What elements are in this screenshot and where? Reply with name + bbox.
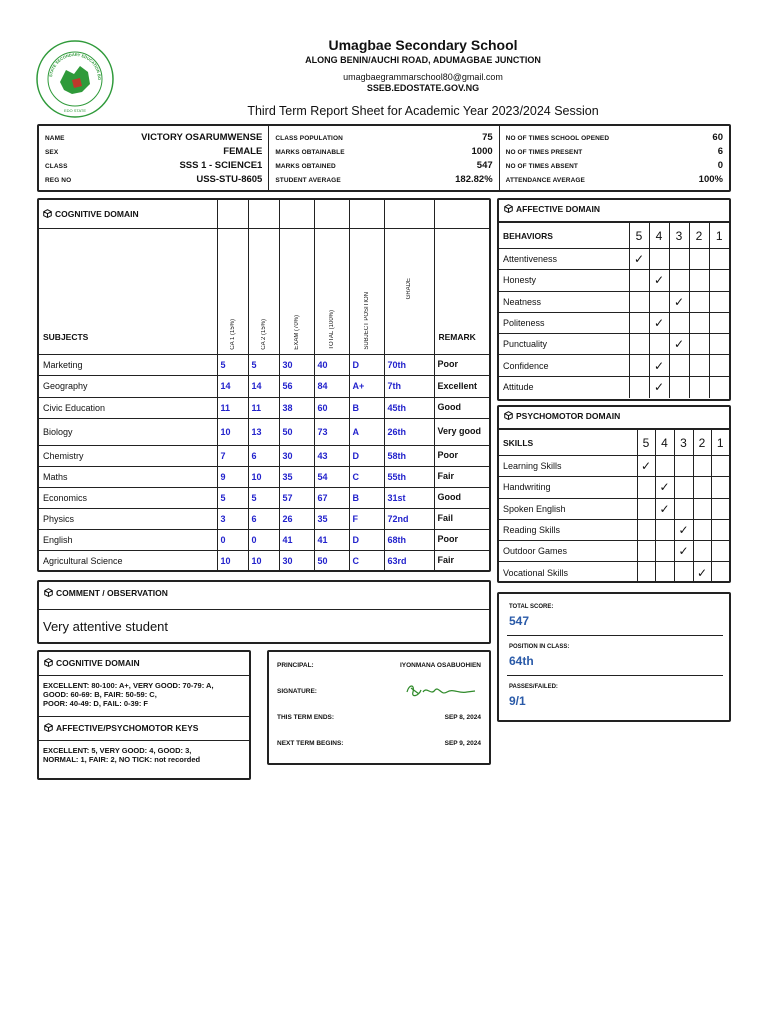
cognitive-title-cell <box>39 200 217 228</box>
rating-cell <box>711 456 729 477</box>
total-score: 50 <box>314 550 349 571</box>
ca1-score: 14 <box>217 375 248 397</box>
check-icon: ✓ <box>655 498 674 519</box>
rating-cell <box>709 355 729 376</box>
affective-key-line-1: EXCELLENT: 5, VERY GOOD: 4, GOOD: 3, <box>43 746 192 755</box>
exam-score: 30 <box>279 445 314 466</box>
marks-details <box>268 126 498 190</box>
ca1-score: 10 <box>217 550 248 571</box>
cognitive-key-text <box>39 676 249 717</box>
ca1-header: CA 1 (15%) <box>229 318 236 350</box>
grade: D <box>349 529 384 550</box>
rating-cell <box>693 456 711 477</box>
ca1-score: 3 <box>217 508 248 529</box>
svg-text:EDO STATE: EDO STATE <box>63 108 87 113</box>
total-score: 67 <box>314 487 349 508</box>
subject-name: Biology <box>39 418 217 445</box>
signature-label: SIGNATURE: <box>277 687 317 695</box>
level-1-header: 1 <box>709 223 729 249</box>
check-icon: ✓ <box>669 291 689 312</box>
ca2-score: 5 <box>248 487 279 508</box>
school-website: SSEB.EDOSTATE.GOV.NG <box>366 83 480 93</box>
level-4-header: 4 <box>649 223 669 249</box>
grade: D <box>349 445 384 466</box>
rating-cell <box>649 334 669 355</box>
level-5-header: 5 <box>637 430 655 456</box>
times-opened: 60 <box>712 132 723 143</box>
comment-text: Very attentive student <box>43 619 169 634</box>
comment-title: COMMENT / OBSERVATION <box>56 588 168 598</box>
rating-cell <box>709 376 729 397</box>
subject-name: Civic Education <box>39 397 217 418</box>
affective-title-row <box>499 200 729 222</box>
exam-score: 38 <box>279 397 314 418</box>
grade: D <box>349 354 384 375</box>
rating-cell <box>693 541 711 562</box>
psychomotor-label: Handwriting <box>499 477 637 498</box>
psychomotor-row <box>499 498 729 519</box>
check-icon: ✓ <box>649 355 669 376</box>
subject-row <box>39 550 489 571</box>
subject-position: 70th <box>384 354 434 375</box>
next-term-date: SEP 9, 2024 <box>444 739 481 747</box>
cube-icon <box>504 204 513 213</box>
check-icon: ✓ <box>693 562 711 583</box>
average-label: STUDENT AVERAGE <box>275 177 341 184</box>
rating-cell <box>674 498 693 519</box>
psychomotor-title-row <box>499 407 729 429</box>
check-icon: ✓ <box>674 519 693 540</box>
grade: A <box>349 418 384 445</box>
cube-icon <box>504 411 513 420</box>
rating-cell <box>649 249 669 270</box>
total-score: 41 <box>314 529 349 550</box>
rating-cell <box>669 270 689 291</box>
principal-signature <box>401 680 481 702</box>
total-score: 73 <box>314 418 349 445</box>
times-absent: 0 <box>717 160 723 171</box>
psychomotor-label: Spoken English <box>499 498 637 519</box>
opened-label: NO OF TIMES SCHOOL OPENED <box>505 135 610 142</box>
rating-cell <box>693 477 711 498</box>
cognitive-key-line-2: GOOD: 60-69: B, FAIR: 50-59: C, <box>43 690 157 699</box>
rating-cell <box>669 249 689 270</box>
subject-position: 31st <box>384 487 434 508</box>
attendance-average: 100% <box>698 174 723 185</box>
principal-panel <box>267 650 491 765</box>
rating-cell <box>709 270 729 291</box>
rating-cell <box>689 270 709 291</box>
rating-cell <box>629 376 649 397</box>
rating-cell <box>655 456 674 477</box>
population-label: CLASS POPULATION <box>275 135 343 142</box>
rating-cell <box>711 541 729 562</box>
rating-cell <box>655 562 674 583</box>
obtained-label: MARKS OBTAINED <box>275 163 336 170</box>
affective-row <box>499 334 729 355</box>
psychomotor-row <box>499 562 729 583</box>
subject-row <box>39 397 489 418</box>
cognitive-rows <box>39 354 489 571</box>
subject-name: Marketing <box>39 354 217 375</box>
subject-position-header: SUBJECT POSITION <box>363 291 370 350</box>
affective-row <box>499 270 729 291</box>
rating-cell <box>637 477 655 498</box>
subject-row <box>39 508 489 529</box>
affective-row <box>499 249 729 270</box>
school-address: ALONG BENIN/AUCHI ROAD, ADUMAGBAE JUNCTION <box>305 55 541 65</box>
rating-cell <box>693 498 711 519</box>
check-icon: ✓ <box>637 456 655 477</box>
rating-cell <box>674 477 693 498</box>
affective-key-text <box>39 741 249 764</box>
subject-position: 68th <box>384 529 434 550</box>
total-score: 54 <box>314 466 349 487</box>
affective-domain-panel <box>497 198 731 401</box>
rating-cell <box>637 519 655 540</box>
exam-score: 57 <box>279 487 314 508</box>
level-2-header: 2 <box>693 430 711 456</box>
rating-cell <box>689 291 709 312</box>
subject-row <box>39 445 489 466</box>
school-email: umagbaegrammarschool80@gmail.com <box>343 72 503 82</box>
rating-cell <box>655 541 674 562</box>
rating-cell <box>637 498 655 519</box>
psychomotor-title: PSYCHOMOTOR DOMAIN <box>516 411 621 421</box>
remark: Fail <box>434 508 489 529</box>
student-class: SSS 1 - SCIENCE1 <box>179 160 263 171</box>
exam-score: 50 <box>279 418 314 445</box>
cognitive-title: COGNITIVE DOMAIN <box>55 208 139 219</box>
psychomotor-domain-panel <box>497 405 731 583</box>
student-average: 182.82% <box>455 174 493 185</box>
ca2-score: 0 <box>248 529 279 550</box>
subject-row <box>39 354 489 375</box>
remark: Fair <box>434 550 489 571</box>
rating-cell <box>629 270 649 291</box>
passes-failed-label: PASSES/FAILED: <box>509 684 558 690</box>
comment-title-row <box>39 582 489 610</box>
rating-cell <box>669 312 689 333</box>
ca1-score: 10 <box>217 418 248 445</box>
affective-label: Politeness <box>499 312 629 333</box>
rating-cell <box>693 519 711 540</box>
exam-score: 26 <box>279 508 314 529</box>
remark: Good <box>434 397 489 418</box>
grade: B <box>349 397 384 418</box>
affective-row <box>499 355 729 376</box>
level-5-header: 5 <box>629 223 649 249</box>
cube-icon <box>44 658 53 667</box>
rating-cell <box>711 498 729 519</box>
level-1-header: 1 <box>711 430 729 456</box>
report-title: Third Term Report Sheet for Academic Year 2023/2024 Session <box>247 104 599 118</box>
exam-header: EXAM (70%) <box>293 314 300 350</box>
remark: Excellent <box>434 375 489 397</box>
subject-position: 7th <box>384 375 434 397</box>
affective-label: Neatness <box>499 291 629 312</box>
rating-cell <box>669 355 689 376</box>
remark: Poor <box>434 445 489 466</box>
ca2-score: 6 <box>248 445 279 466</box>
total-score-value: 547 <box>509 614 530 628</box>
psychomotor-label: Outdoor Games <box>499 541 637 562</box>
psychomotor-table <box>499 429 729 583</box>
remark: Fair <box>434 466 489 487</box>
rating-cell <box>709 312 729 333</box>
present-label: NO OF TIMES PRESENT <box>505 149 583 156</box>
sex-label: SEX <box>45 149 59 156</box>
subject-position: 58th <box>384 445 434 466</box>
rating-cell <box>655 519 674 540</box>
student-name: VICTORY OSARUMWENSE <box>141 132 263 143</box>
ca2-score: 6 <box>248 508 279 529</box>
cube-icon <box>43 209 52 218</box>
subject-position: 45th <box>384 397 434 418</box>
affective-row <box>499 312 729 333</box>
total-score: 84 <box>314 375 349 397</box>
class-population: 75 <box>482 132 493 143</box>
remark-header: REMARK <box>434 228 489 354</box>
ca1-score: 7 <box>217 445 248 466</box>
cognitive-domain-panel <box>37 198 491 572</box>
check-icon: ✓ <box>674 541 693 562</box>
affective-key-line-2: NORMAL: 1, FAIR: 2, NO TICK: not recorded <box>43 755 201 764</box>
rating-cell <box>709 291 729 312</box>
check-icon: ✓ <box>649 376 669 397</box>
subject-row <box>39 375 489 397</box>
grade: B <box>349 487 384 508</box>
subject-name: Maths <box>39 466 217 487</box>
obtainable-label: MARKS OBTAINABLE <box>275 149 345 156</box>
remark: Poor <box>434 529 489 550</box>
term-ends-label: THIS TERM ENDS: <box>277 713 335 721</box>
attendance-average-label: ATTENDANCE AVERAGE <box>505 177 585 184</box>
rating-cell <box>637 541 655 562</box>
rating-cell <box>689 376 709 397</box>
total-score: 60 <box>314 397 349 418</box>
subject-row <box>39 466 489 487</box>
subject-position: 63rd <box>384 550 434 571</box>
grade: A+ <box>349 375 384 397</box>
ca1-score: 5 <box>217 487 248 508</box>
total-score: 35 <box>314 508 349 529</box>
student-info-strip <box>37 124 731 192</box>
total-score-label: TOTAL SCORE: <box>509 604 554 610</box>
affective-row <box>499 376 729 397</box>
subject-name: Geography <box>39 375 217 397</box>
cognitive-key-line-3: POOR: 40-49: D, FAIL: 0-39: F <box>43 699 149 708</box>
rating-cell <box>674 456 693 477</box>
subject-position: 55th <box>384 466 434 487</box>
total-header: TOTAL (100%) <box>328 309 335 350</box>
ca1-score: 9 <box>217 466 248 487</box>
cube-icon <box>44 588 53 597</box>
affective-header: BEHAVIORS <box>499 223 629 249</box>
grade-header: GRADE <box>406 278 412 300</box>
rating-cell <box>711 562 729 583</box>
subject-name: Agricultural Science <box>39 550 217 571</box>
remark: Very good <box>434 418 489 445</box>
affective-table <box>499 222 729 398</box>
grade: C <box>349 550 384 571</box>
position-value: 64th <box>509 654 534 668</box>
principal-name: IYONMANA OSABUOHIEN <box>399 661 481 669</box>
psychomotor-label: Reading Skills <box>499 519 637 540</box>
class-label: CLASS <box>45 163 68 170</box>
affective-label: Punctuality <box>499 334 629 355</box>
absent-label: NO OF TIMES ABSENT <box>505 163 578 170</box>
check-icon: ✓ <box>669 334 689 355</box>
affective-label: Attitude <box>499 376 629 397</box>
subject-name: English <box>39 529 217 550</box>
exam-score: 30 <box>279 550 314 571</box>
level-4-header: 4 <box>655 430 674 456</box>
grade: F <box>349 508 384 529</box>
svg-text:STATE SECONDARY EDUCATION BOAR: STATE SECONDARY EDUCATION BO <box>48 51 103 81</box>
ca2-score: 14 <box>248 375 279 397</box>
subject-name: Chemistry <box>39 445 217 466</box>
psychomotor-row <box>499 477 729 498</box>
check-icon: ✓ <box>629 249 649 270</box>
remark: Poor <box>434 354 489 375</box>
check-icon: ✓ <box>649 270 669 291</box>
rating-cell <box>629 355 649 376</box>
psychomotor-row <box>499 456 729 477</box>
times-present: 6 <box>717 146 723 157</box>
ca2-score: 10 <box>248 466 279 487</box>
term-ends-date: SEP 8, 2024 <box>444 713 481 721</box>
level-3-header: 3 <box>674 430 693 456</box>
name-label: NAME <box>45 135 65 142</box>
level-2-header: 2 <box>689 223 709 249</box>
rating-cell <box>629 334 649 355</box>
rating-cell <box>669 376 689 397</box>
school-logo <box>36 40 114 118</box>
psychomotor-label: Vocational Skills <box>499 562 637 583</box>
cognitive-table <box>39 200 489 571</box>
subject-position: 26th <box>384 418 434 445</box>
ca1-score: 5 <box>217 354 248 375</box>
affective-label: Attentiveness <box>499 249 629 270</box>
ca1-score: 11 <box>217 397 248 418</box>
rating-cell <box>689 312 709 333</box>
ca2-header: CA 2 (15%) <box>260 318 267 350</box>
subject-row <box>39 487 489 508</box>
remark: Good <box>434 487 489 508</box>
exam-score: 35 <box>279 466 314 487</box>
total-score: 40 <box>314 354 349 375</box>
affective-label: Confidence <box>499 355 629 376</box>
subject-row <box>39 418 489 445</box>
cognitive-key-title-row <box>39 652 249 676</box>
rating-cell <box>709 249 729 270</box>
rating-cell <box>674 562 693 583</box>
subject-row <box>39 529 489 550</box>
ca2-score: 10 <box>248 550 279 571</box>
total-score: 43 <box>314 445 349 466</box>
exam-score: 30 <box>279 354 314 375</box>
marks-obtained: 547 <box>476 160 493 171</box>
affective-key-title-row <box>39 717 249 741</box>
ca2-score: 5 <box>248 354 279 375</box>
rating-cell <box>689 249 709 270</box>
attendance-details <box>499 126 729 190</box>
ca2-score: 11 <box>248 397 279 418</box>
affective-title: AFFECTIVE DOMAIN <box>516 204 601 214</box>
rating-cell <box>629 291 649 312</box>
rating-cell <box>637 562 655 583</box>
cube-icon <box>44 723 53 732</box>
cognitive-key-title: COGNITIVE DOMAIN <box>56 658 140 668</box>
check-icon: ✓ <box>649 312 669 333</box>
rating-cell <box>709 334 729 355</box>
subject-position: 72nd <box>384 508 434 529</box>
rating-cell <box>711 519 729 540</box>
level-3-header: 3 <box>669 223 689 249</box>
rating-cell <box>649 291 669 312</box>
cognitive-key-line-1: EXCELLENT: 80-100: A+, VERY GOOD: 70-79: A, <box>43 681 214 690</box>
ca2-score: 13 <box>248 418 279 445</box>
passes-failed-value: 9/1 <box>509 694 526 708</box>
subjects-header: SUBJECTS <box>39 228 217 354</box>
student-details <box>39 126 268 190</box>
summary-panel <box>497 592 731 722</box>
rating-cell <box>711 477 729 498</box>
school-name: Umagbae Secondary School <box>328 37 518 53</box>
position-label: POSITION IN CLASS: <box>509 644 570 650</box>
ca1-score: 0 <box>217 529 248 550</box>
affective-label: Honesty <box>499 270 629 291</box>
affective-row <box>499 291 729 312</box>
rating-cell <box>629 312 649 333</box>
exam-score: 41 <box>279 529 314 550</box>
marks-obtainable: 1000 <box>471 146 493 157</box>
keys-panel <box>37 650 251 780</box>
psychomotor-header: SKILLS <box>499 430 637 456</box>
next-term-label: NEXT TERM BEGINS: <box>277 739 344 747</box>
psychomotor-label: Learning Skills <box>499 456 637 477</box>
student-sex: FEMALE <box>223 146 263 157</box>
grade: C <box>349 466 384 487</box>
check-icon: ✓ <box>655 477 674 498</box>
subject-name: Physics <box>39 508 217 529</box>
rating-cell <box>689 334 709 355</box>
principal-label: PRINCIPAL: <box>277 661 314 669</box>
regno-label: REG NO <box>45 177 72 184</box>
subject-name: Economics <box>39 487 217 508</box>
rating-cell <box>689 355 709 376</box>
student-regno: USS-STU-8605 <box>196 174 263 185</box>
comment-panel <box>37 580 491 644</box>
affective-key-title: AFFECTIVE/PSYCHOMOTOR KEYS <box>56 723 199 733</box>
exam-score: 56 <box>279 375 314 397</box>
psychomotor-row <box>499 541 729 562</box>
psychomotor-row <box>499 519 729 540</box>
